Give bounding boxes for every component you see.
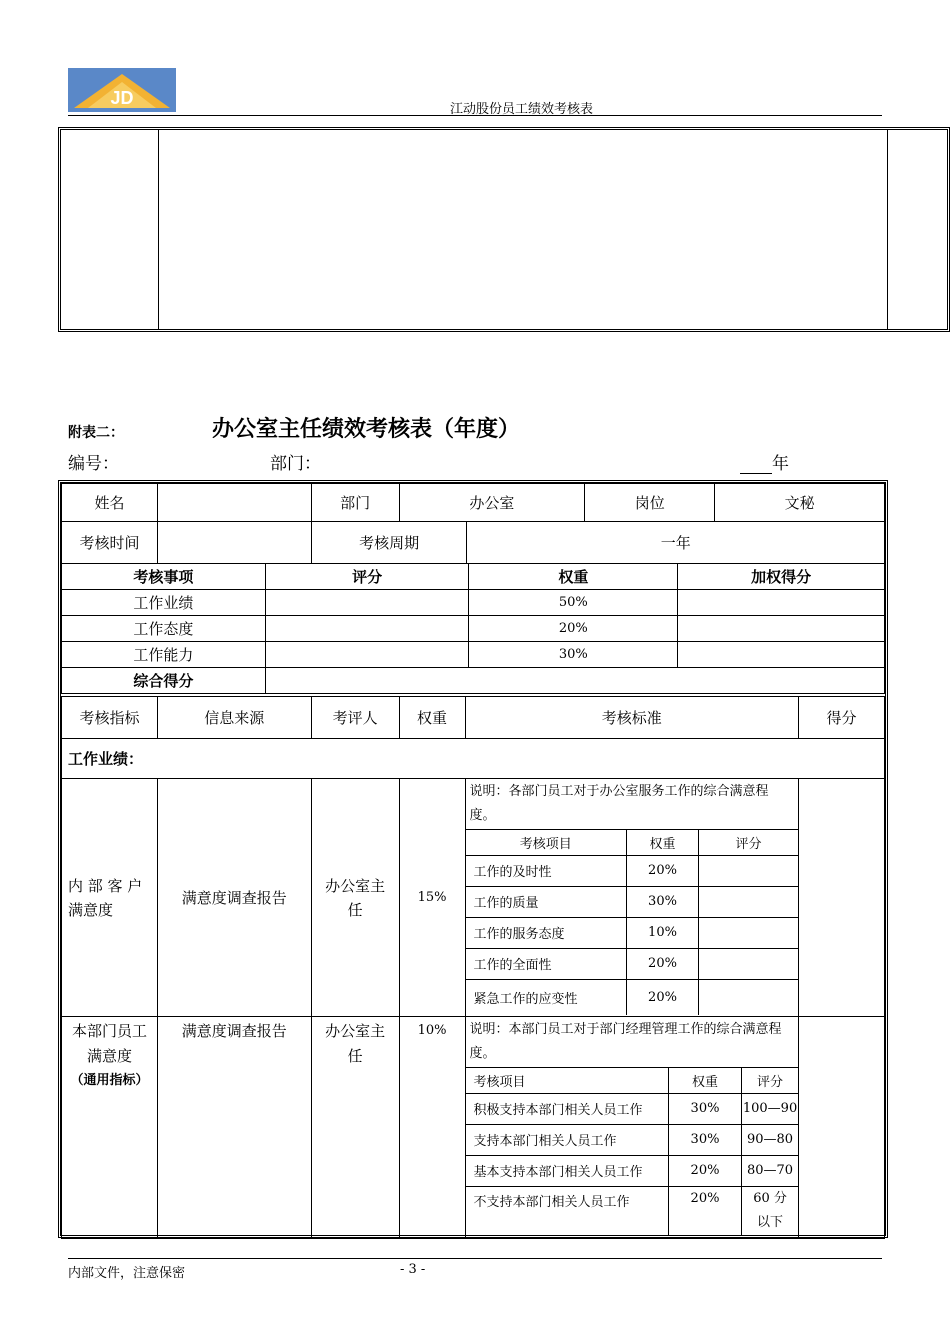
summary-table	[61, 563, 885, 694]
sub-item: 不支持本部门相关人员工作	[466, 1186, 669, 1236]
continuation-table	[58, 127, 950, 332]
summary-header-weight: 权重	[469, 564, 678, 590]
sub-item: 积极支持本部门相关人员工作	[466, 1093, 669, 1124]
sub-row	[466, 1093, 799, 1124]
sub-row	[466, 886, 799, 917]
sub-item: 工作的质量	[466, 886, 627, 917]
summary-row	[62, 616, 885, 642]
period-value[interactable]: 一年	[467, 522, 885, 564]
year-field	[740, 449, 789, 474]
indicator-name: 本部门员工满意度	[71, 1022, 147, 1065]
sub-header-score: 评分	[699, 829, 799, 855]
indicator-name-cell	[62, 1017, 158, 1239]
summary-weighted-field[interactable]	[678, 616, 885, 642]
time-field[interactable]	[157, 522, 311, 564]
sub-header-weight: 权重	[627, 829, 699, 855]
indicator-name: 内 部 客 户满意度	[62, 779, 158, 1017]
header-doc-title: 江动股份员工绩效考核表	[450, 102, 594, 117]
appendix-label: 附表二：	[68, 425, 124, 441]
standard-subtable	[466, 1017, 799, 1236]
summary-header-score: 评分	[265, 564, 469, 590]
sub-header-item: 考核项目	[466, 829, 627, 855]
form-title: 办公室主任绩效考核表（年度）	[212, 416, 521, 442]
sub-item: 工作的及时性	[466, 855, 627, 886]
indicator-rater: 办公室主任	[311, 779, 399, 1017]
company-logo	[68, 68, 176, 112]
standard-cell	[465, 779, 799, 1017]
col-standard: 考核标准	[465, 697, 799, 739]
summary-item: 工作能力	[62, 642, 266, 668]
sub-row	[466, 979, 799, 1015]
sub-row	[466, 1155, 799, 1186]
summary-weight: 20%	[469, 616, 678, 642]
summary-item: 工作业绩	[62, 590, 266, 616]
sub-header-weight: 权重	[669, 1067, 742, 1093]
sub-row	[466, 1124, 799, 1155]
sub-score: 60 分以下	[742, 1186, 799, 1236]
sub-score-field[interactable]	[699, 855, 799, 886]
summary-item: 工作态度	[62, 616, 266, 642]
name-field[interactable]	[157, 484, 311, 522]
dept-label: 部门：	[270, 454, 321, 474]
sub-item: 工作的服务态度	[466, 917, 627, 948]
sub-score-field[interactable]	[699, 886, 799, 917]
summary-score-field[interactable]	[265, 616, 469, 642]
sub-weight: 30%	[627, 886, 699, 917]
summary-weighted-field[interactable]	[678, 642, 885, 668]
sub-score-field[interactable]	[699, 979, 799, 1015]
sub-header-score: 评分	[742, 1067, 799, 1093]
sub-weight: 20%	[669, 1155, 742, 1186]
name-label: 姓名	[62, 484, 158, 522]
sub-score-field[interactable]	[699, 917, 799, 948]
sub-row	[466, 1186, 799, 1236]
sub-row	[466, 855, 799, 886]
col-weight: 权重	[399, 697, 465, 739]
indicator-weight: 15%	[399, 779, 465, 1017]
sub-weight: 20%	[627, 855, 699, 886]
total-score-field[interactable]	[265, 668, 884, 694]
post-label: 岗位	[585, 484, 715, 522]
summary-header-weighted: 加权得分	[678, 564, 885, 590]
indicator-score-field[interactable]	[799, 779, 885, 1017]
sub-score: 80—70	[742, 1155, 799, 1186]
sub-weight: 20%	[627, 948, 699, 979]
standard-cell	[465, 1017, 799, 1239]
sub-row	[466, 948, 799, 979]
info-table	[61, 483, 885, 564]
sub-weight: 30%	[669, 1124, 742, 1155]
year-label: 年	[772, 454, 789, 474]
summary-header-item: 考核事项	[62, 564, 266, 590]
indicator-source: 满意度调查报告	[157, 1017, 311, 1239]
sub-item: 工作的全面性	[466, 948, 627, 979]
sub-item: 基本支持本部门相关人员工作	[466, 1155, 669, 1186]
post-value[interactable]: 文秘	[715, 484, 885, 522]
indicator-row	[62, 779, 885, 1017]
sub-row	[466, 917, 799, 948]
summary-weight: 50%	[469, 590, 678, 616]
summary-weighted-field[interactable]	[678, 590, 885, 616]
footer-confidential: 内部文件，注意保密	[68, 1266, 186, 1281]
summary-row	[62, 642, 885, 668]
number-label: 编号：	[68, 454, 119, 474]
footer-page-number: - 3 -	[400, 1262, 426, 1277]
indicator-name-note: （通用指标）	[70, 1073, 149, 1088]
time-label: 考核时间	[62, 522, 158, 564]
summary-score-field[interactable]	[265, 590, 469, 616]
year-blank[interactable]	[740, 457, 772, 474]
col-indicator: 考核指标	[62, 697, 158, 739]
indicator-table	[61, 696, 885, 1239]
dept-field-label: 部门	[311, 484, 399, 522]
sub-score-field[interactable]	[699, 948, 799, 979]
sub-weight: 20%	[669, 1186, 742, 1236]
dept-field-value[interactable]: 办公室	[399, 484, 585, 522]
summary-weight: 30%	[469, 642, 678, 668]
sub-item: 紧急工作的应变性	[466, 979, 627, 1015]
sub-score: 100—90	[742, 1093, 799, 1124]
col-source: 信息来源	[157, 697, 311, 739]
standard-note: 说明：本部门员工对于部门经理管理工作的综合满意程度。	[466, 1017, 799, 1067]
indicator-rater: 办公室主任	[311, 1017, 399, 1239]
logo-text: JD	[110, 88, 134, 108]
indicator-row	[62, 1017, 885, 1239]
indicator-score-field[interactable]	[799, 1017, 885, 1239]
total-score-label: 综合得分	[62, 668, 266, 694]
sub-weight: 10%	[627, 917, 699, 948]
header-rule	[68, 115, 882, 116]
indicator-source: 满意度调查报告	[157, 779, 311, 1017]
section-work-performance: 工作业绩：	[62, 739, 885, 779]
sub-weight: 30%	[669, 1093, 742, 1124]
standard-note: 说明：各部门员工对于办公室服务工作的综合满意程度。	[466, 779, 799, 829]
col-rater: 考评人	[311, 697, 399, 739]
sub-header-item: 考核项目	[466, 1067, 669, 1093]
standard-subtable	[466, 779, 799, 1015]
footer-rule	[68, 1258, 882, 1259]
col-score: 得分	[799, 697, 885, 739]
sub-item: 支持本部门相关人员工作	[466, 1124, 669, 1155]
period-label: 考核周期	[311, 522, 467, 564]
indicator-weight: 10%	[399, 1017, 465, 1239]
summary-score-field[interactable]	[265, 642, 469, 668]
sub-weight: 20%	[627, 979, 699, 1015]
summary-row	[62, 590, 885, 616]
sub-score: 90—80	[742, 1124, 799, 1155]
